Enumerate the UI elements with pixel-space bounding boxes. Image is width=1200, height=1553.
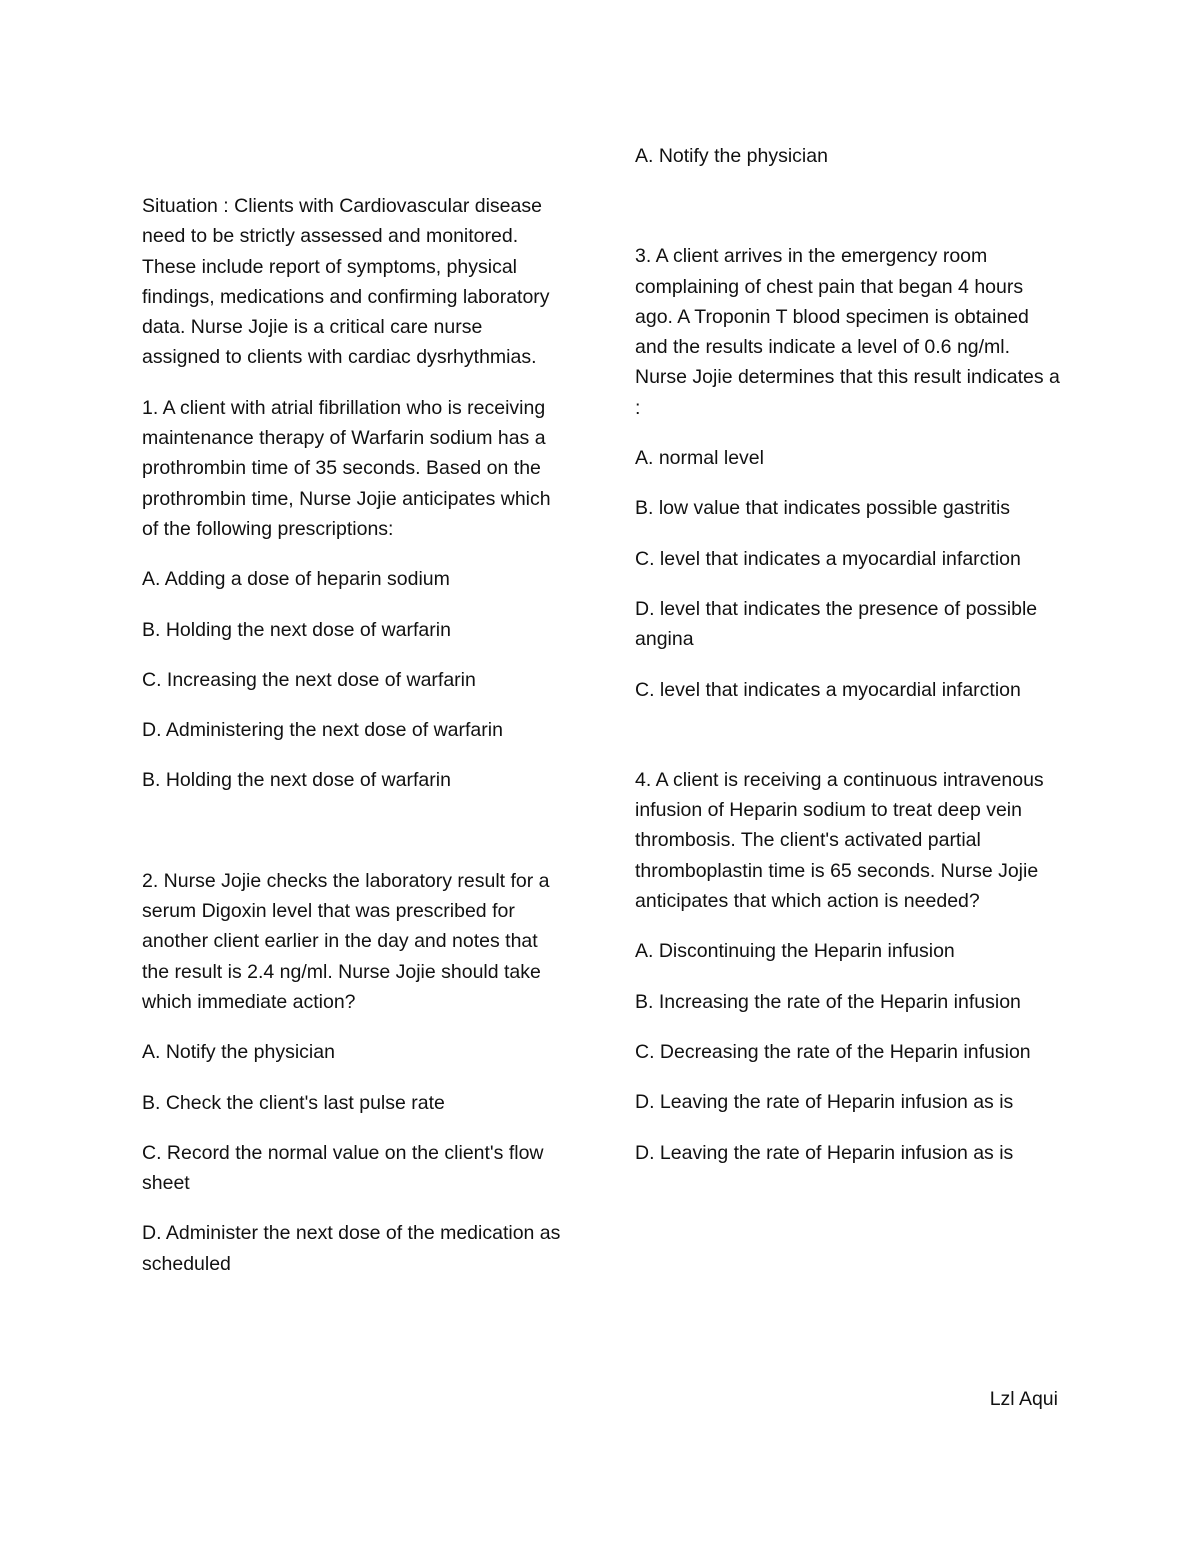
question-2-option-a: A. Notify the physician <box>142 1041 335 1064</box>
spacer <box>635 725 1065 765</box>
question-3-option-d: D. level that indicates the presence of possible angina <box>635 597 1038 651</box>
question-4-text: 4. A client is receiving a continuous intravenous infusion of Heparin sodium to treat deep vein thrombosis. The client's activated partial thromboplastin time is 65 seconds. Nurse Jojie anticipates that which action is needed? <box>635 768 1044 913</box>
question-1-text: 1. A client with atrial fibrillation who is receiving maintenance therapy of Warfarin sodium has a prothrombin time of 35 seconds. Based on the prothrombin time, Nurse Jojie anticipates which of the following prescriptions: <box>142 396 551 540</box>
question-1-option-d: D. Administering the next dose of warfarin <box>142 719 503 742</box>
question-1-option-c: C. Increasing the next dose of warfarin <box>142 668 476 691</box>
question-1-answer: B. Holding the next dose of warfarin <box>142 769 451 792</box>
spacer <box>635 191 1065 241</box>
question-2-option-c: C. Record the normal value on the client's flow sheet <box>142 1141 544 1195</box>
left-column <box>142 191 562 1299</box>
author-name: Lzl Aqui <box>989 1388 1058 1410</box>
question-1-option-b: B. Holding the next dose of warfarin <box>142 618 451 641</box>
question-3-option-b: B. low value that indicates possible gastritis <box>635 497 1011 520</box>
question-3-text: 3. A client arrives in the emergency room complaining of chest pain that began 4 hours ago. A Troponin T blood specimen is obtained and the results indicate a level of 0.6 ng/ml. Nurse Jojie determines that this result indicates a : <box>635 245 1060 419</box>
spacer <box>142 816 562 866</box>
question-3-option-a: A. normal level <box>635 447 764 470</box>
question-1-option-a: A. Adding a dose of heparin sodium <box>142 568 450 591</box>
right-column <box>635 141 1065 1188</box>
question-3-option-c: C. level that indicates a myocardial infarction <box>635 547 1021 570</box>
question-4-option-a: A. Discontinuing the Heparin infusion <box>635 940 955 963</box>
question-2-option-b: B. Check the client's last pulse rate <box>142 1091 445 1114</box>
question-4-option-d: D. Leaving the rate of Heparin infusion as is <box>635 1091 1014 1114</box>
question-2-answer: A. Notify the physician <box>635 145 828 167</box>
question-2-option-d: D. Administer the next dose of the medication as scheduled <box>142 1222 561 1275</box>
question-4-option-b: B. Increasing the rate of the Heparin infusion <box>635 990 1021 1013</box>
question-4-option-c: C. Decreasing the rate of the Heparin infusion <box>635 1040 1031 1063</box>
question-3-answer: C. level that indicates a myocardial infarction <box>635 678 1021 701</box>
question-2-text: 2. Nurse Jojie checks the laboratory result for a serum Digoxin level that was prescribed for another client earlier in the day and notes that the result is 2.4 ng/ml. Nurse Jojie should take which immediate action? <box>142 869 550 1013</box>
situation-text: Situation : Clients with Cardiovascular disease need to be strictly assessed and monitored. These include report of symptoms, physical findings, medications and confirming laboratory data. Nurse Jojie is a critical care nurse assigned to clients with cardiac dysrhythmias. <box>142 195 550 369</box>
question-4-answer: D. Leaving the rate of Heparin infusion as is <box>635 1141 1014 1164</box>
